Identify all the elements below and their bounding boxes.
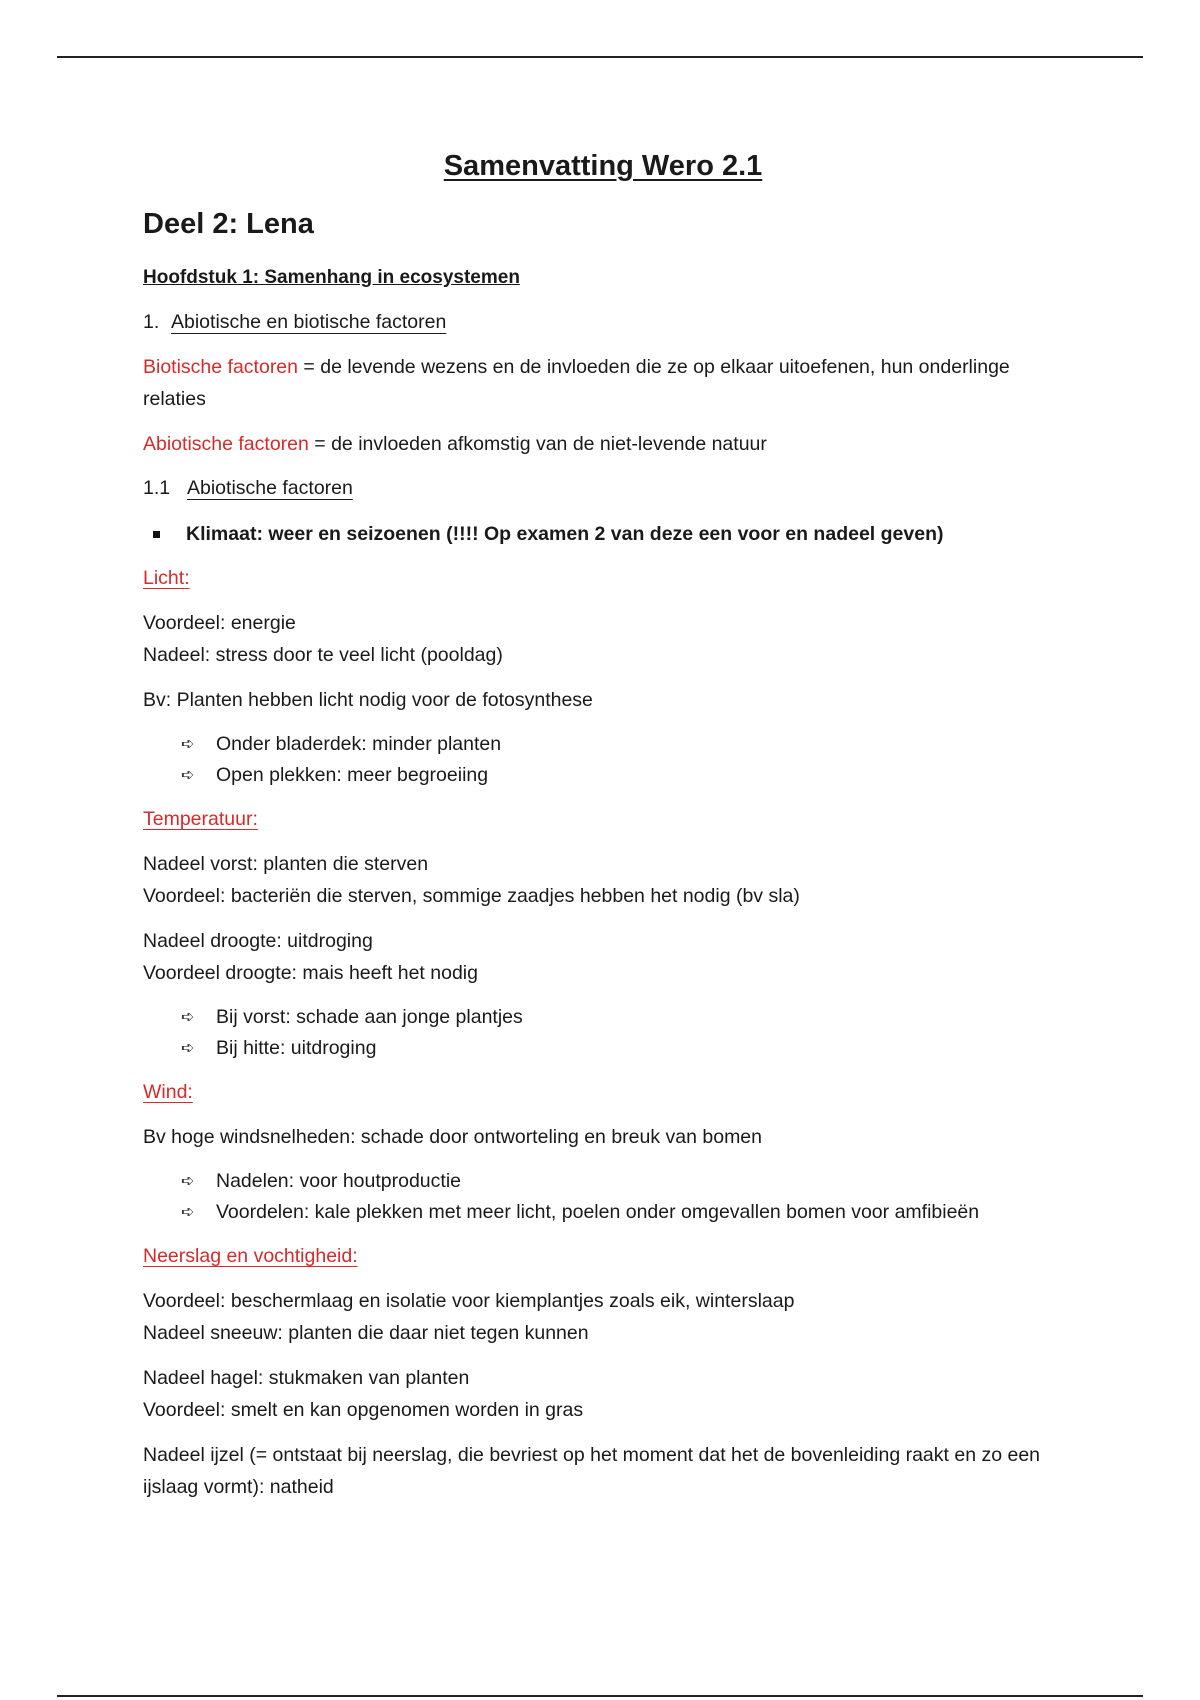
list-item bbox=[181, 1002, 1063, 1033]
licht-line-2: Nadeel: stress door te veel licht (pooldag) bbox=[143, 644, 503, 666]
section-label: Abiotische en biotische factoren bbox=[171, 311, 447, 333]
neerslag-line-2: Nadeel sneeuw: planten die daar niet tegen kunnen bbox=[143, 1322, 589, 1344]
arrow-right-icon: ➪ bbox=[181, 1204, 195, 1221]
biotic-definition bbox=[143, 351, 1063, 415]
arrow-right-icon: ➪ bbox=[181, 736, 195, 753]
section-label: Abiotische factoren bbox=[187, 477, 353, 499]
list-item bbox=[181, 729, 1063, 760]
chapter-heading: Hoofdstuk 1: Samenhang in ecosystemen bbox=[143, 267, 520, 288]
wind-arrow-list bbox=[143, 1166, 1063, 1228]
licht-example: Bv: Planten hebben licht nodig voor de fotosynthese bbox=[143, 689, 593, 711]
temperatuur-line-1: Nadeel vorst: planten die sterven bbox=[143, 853, 429, 875]
licht-arrow-list bbox=[143, 729, 1063, 791]
list-item bbox=[181, 1033, 1063, 1064]
section-number: 1.1 bbox=[143, 477, 171, 499]
list-item-text: Bij hitte: uitdroging bbox=[216, 1037, 377, 1059]
licht-heading: Licht: bbox=[143, 567, 190, 589]
part-heading: Deel 2: Lena bbox=[143, 208, 314, 240]
list-item-text: Open plekken: meer begroeiing bbox=[216, 764, 489, 786]
arrow-right-icon: ➪ bbox=[181, 767, 195, 784]
neerslag-line-4: Voordeel: smelt en kan opgenomen worden in gras bbox=[143, 1399, 584, 1421]
abiotic-definition bbox=[143, 428, 1063, 460]
licht-line-1: Voordeel: energie bbox=[143, 612, 296, 634]
section-heading-1-1 bbox=[143, 472, 1063, 504]
climate-bullet-text: Klimaat: weer en seizoenen (!!!! Op examen 2 van deze een voor en nadeel geven) bbox=[186, 523, 944, 545]
biotic-text: = de levende wezens en de invloeden die ze op elkaar uitoefenen, hun onderlinge relaties bbox=[143, 356, 1010, 410]
temperatuur-heading: Temperatuur: bbox=[143, 808, 258, 830]
list-item bbox=[181, 760, 1063, 791]
list-item-text: Bij vorst: schade aan jonge plantjes bbox=[216, 1006, 523, 1028]
document-page bbox=[143, 140, 1063, 1503]
section-heading-1 bbox=[143, 306, 1063, 338]
neerslag-line-5: Nadeel ijzel (= ontstaat bij neerslag, die bevriest op het moment dat het de bovenleiding raakt en zo een ijslaag vormt): natheid bbox=[143, 1444, 1041, 1498]
list-item bbox=[181, 1166, 1063, 1197]
list-item-text: Voordelen: kale plekken met meer licht, poelen onder omgevallen bomen voor amfibieën bbox=[216, 1201, 980, 1223]
temperatuur-line-3: Nadeel droogte: uitdroging bbox=[143, 930, 373, 952]
wind-example: Bv hoge windsnelheden: schade door ontworteling en breuk van bomen bbox=[143, 1126, 763, 1148]
temperatuur-line-4: Voordeel droogte: mais heeft het nodig bbox=[143, 962, 478, 984]
arrow-right-icon: ➪ bbox=[181, 1040, 195, 1057]
list-item-text: Onder bladerdek: minder planten bbox=[216, 733, 502, 755]
abiotic-term: Abiotische factoren bbox=[143, 433, 309, 455]
wind-heading: Wind: bbox=[143, 1081, 193, 1103]
climate-bullet bbox=[143, 518, 1063, 550]
list-item bbox=[181, 1197, 1063, 1228]
arrow-right-icon: ➪ bbox=[181, 1009, 195, 1026]
biotic-term: Biotische factoren bbox=[143, 356, 299, 378]
arrow-right-icon: ➪ bbox=[181, 1173, 195, 1190]
header-rule bbox=[57, 56, 1143, 58]
section-number: 1. bbox=[143, 311, 160, 333]
temperatuur-line-2: Voordeel: bacteriën die sterven, sommige zaadjes hebben het nodig (bv sla) bbox=[143, 885, 800, 907]
square-bullet-icon bbox=[153, 531, 160, 538]
temperatuur-arrow-list bbox=[143, 1002, 1063, 1064]
neerslag-heading: Neerslag en vochtigheid: bbox=[143, 1245, 358, 1267]
neerslag-line-3: Nadeel hagel: stukmaken van planten bbox=[143, 1367, 470, 1389]
list-item-text: Nadelen: voor houtproductie bbox=[216, 1170, 461, 1192]
document-title: Samenvatting Wero 2.1 bbox=[443, 150, 763, 182]
neerslag-line-1: Voordeel: beschermlaag en isolatie voor kiemplantjes zoals eik, winterslaap bbox=[143, 1290, 795, 1312]
abiotic-text: = de invloeden afkomstig van de niet-levende natuur bbox=[308, 433, 767, 455]
footer-rule bbox=[57, 1695, 1143, 1697]
